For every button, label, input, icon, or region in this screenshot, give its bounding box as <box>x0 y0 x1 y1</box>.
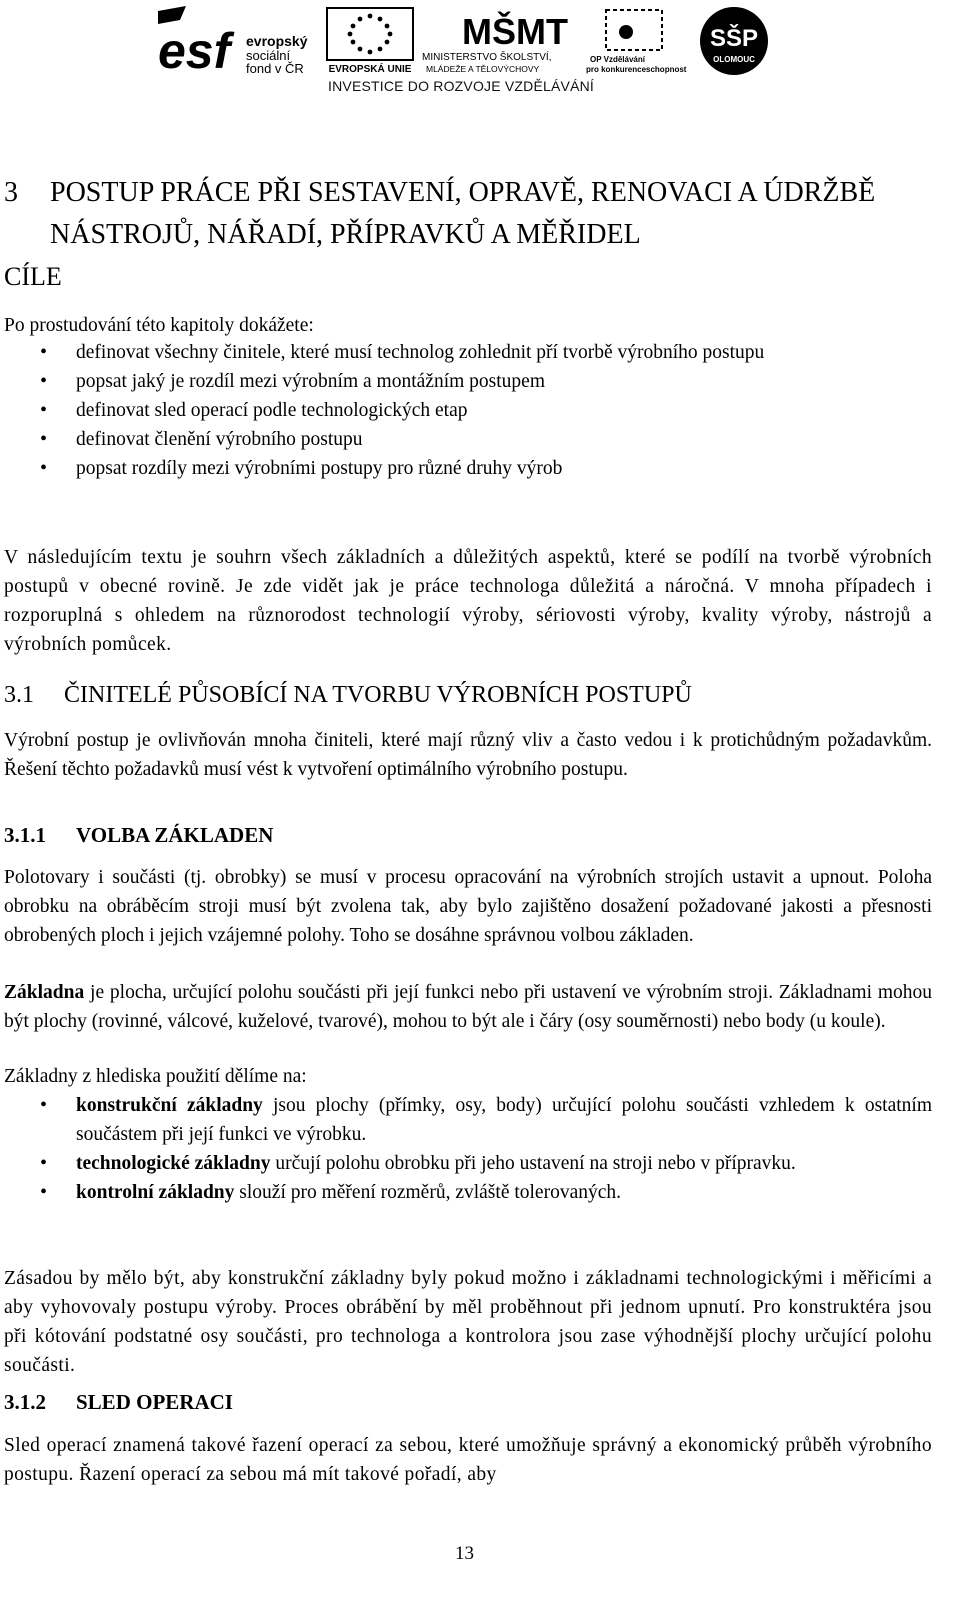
goal-item: • popsat rozdíly mezi výrobními postupy pro různé druhy výrob <box>4 454 932 483</box>
subsection-number: 3.1.2 <box>4 1390 46 1414</box>
base-description: určují polohu obrobku při jeho ustavení na stroji nebo v přípravku. <box>270 1153 796 1174</box>
chapter-number: 3 <box>4 177 18 208</box>
principle-paragraph: Zásadou by mělo být, aby konstrukční základny byly pokud možno i základnami technologickými i měřicími a aby vyhovovaly postupu výroby. Proces obrábění by měl proběhnout při jednom upnutí. Pro konstruktéra jsou při kótování podstatné osy součásti, pro technologa a kontrolora jsou zase výhodnější plochy určující polohu součásti. <box>4 1268 932 1376</box>
goal-item: • definovat všechny činitele, které musí technolog zohlednit pří tvorbě výrobního postupu <box>4 338 932 367</box>
base-item <box>4 1091 932 1149</box>
page-number: 13 <box>455 1543 474 1564</box>
msmt-logo <box>422 6 587 74</box>
svg-text:EVROPSKÁ UNIE: EVROPSKÁ UNIE <box>328 64 412 74</box>
definition-term: Základna <box>4 982 85 1003</box>
base-description: jsou plochy (přímky, osy, body) určující polohu součásti vzhledem k ostatním součástem při její funkci ve výrobku. <box>76 1095 932 1145</box>
base-item <box>4 1149 932 1178</box>
subsection-number: 3.1.1 <box>4 823 46 847</box>
base-term: konstrukční základny <box>76 1095 263 1116</box>
bases-list <box>4 1091 932 1207</box>
subsection-title: SLED OPERACI <box>76 1390 233 1414</box>
base-description: slouží pro měření rozměrů, zvláště tolerovaných. <box>234 1182 622 1203</box>
intro-paragraph: V následujícím textu je souhrn všech základních a důležitých aspektů, které se podílí na tvorbě výrobních postupů v obecné rovině. Je zde vidět jak je práce technologa důležitá a náročná. V mnoha případech i rozporuplná s ohledem na různorodost technologií výroby, sériovosti výroby, kvality výroby, nástrojů a výrobních pomůcek. <box>4 547 932 655</box>
section-3-1-1-paragraph: Polotovary i součásti (tj. obrobky) se musí v procesu opracování na výrobních strojích ustavit a upnout. Poloha obrobku na obráběcím stroji musí být zvolena tak, aby bylo zajištěno dosažení požadované jakosti a přesnosti obrobených ploch i jejich vzájemné polohy. Toho se dosáhne správnou volbou základen. <box>4 867 932 946</box>
section-number: 3.1 <box>4 682 34 708</box>
ssp-olomouc-logo <box>697 6 771 76</box>
goal-item: • popsat jaký je rozdíl mezi výrobním a montážním postupem <box>4 367 932 396</box>
svg-text:OP Vzdělávání: OP Vzdělávání <box>590 55 645 64</box>
svg-text:MLÁDEŽE A TĚLOVÝCHOVY: MLÁDEŽE A TĚLOVÝCHOVY <box>426 64 540 74</box>
goals-heading: CÍLE <box>4 262 62 291</box>
svg-text:SŠP: SŠP <box>709 25 759 52</box>
goals-intro: Po prostudování této kapitoly dokážete: <box>4 315 314 336</box>
svg-text:OLOMOUC: OLOMOUC <box>713 55 755 64</box>
base-term: technologické základny <box>76 1153 271 1174</box>
svg-text:pro konkurenceschopnost: pro konkurenceschopnost <box>586 65 687 74</box>
svg-text:fond v ČR: fond v ČR <box>246 61 304 74</box>
section-3-1-2-paragraph: Sled operací znamená takové řazení operací za sebou, které umožňuje správný a ekonomický průběh výrobního postupu. Řazení operací za sebou má mít takové pořadí, aby <box>4 1435 932 1485</box>
goals-list <box>4 338 932 483</box>
subsection-title: VOLBA ZÁKLADEN <box>76 823 274 847</box>
section-3-1-paragraph: Výrobní postup je ovlivňován mnoha činiteli, které mají různý vliv a často vedou i k protichůdným požadavkům. Řešení těchto požadavků musí vést k vytvoření optimálního výrobního postupu. <box>4 730 932 780</box>
eu-flag-logo <box>323 6 418 74</box>
svg-text:evropský: evropský <box>246 33 308 49</box>
bases-list-intro: Základny z hlediska použití dělíme na: <box>4 1066 307 1087</box>
base-term: kontrolní základny <box>76 1182 235 1203</box>
goal-item: • definovat členění výrobního postupu <box>4 425 932 454</box>
definition-text: je plocha, určující polohu součásti při její funkci nebo při ustavení ve výrobním stroji. Základnami mohou být plochy (rovinné, válcové, kuželové, tvarové), mohou to být ale i čáry (osy souměrnosti) nebo body (u koule). <box>4 982 932 1032</box>
logo-banner <box>150 0 810 100</box>
investice-tagline: INVESTICE DO ROZVOJE VZDĚLÁVÁNÍ <box>328 78 595 94</box>
definition-paragraph <box>4 978 932 1036</box>
base-item <box>4 1178 932 1207</box>
svg-text:esf: esf <box>158 23 231 74</box>
svg-text:MINISTERSTVO ŠKOLSTVÍ,: MINISTERSTVO ŠKOLSTVÍ, <box>422 52 552 63</box>
svg-text:sociální: sociální <box>246 48 291 63</box>
svg-text:MŠMT: MŠMT <box>462 11 568 52</box>
op-logo <box>586 6 696 74</box>
esf-logo <box>158 6 318 74</box>
goal-item: • definovat sled operací podle technologických etap <box>4 396 932 425</box>
section-title: ČINITELÉ PŮSOBÍCÍ NA TVORBU VÝROBNÍCH POSTUPŮ <box>64 682 692 708</box>
chapter-title: POSTUP PRÁCE PŘI SESTAVENÍ, OPRAVĚ, RENOVACI A ÚDRŽBĚ NÁSTROJŮ, NÁŘADÍ, PŘÍPRAVKŮ A MĚŘIDEL <box>50 177 876 250</box>
